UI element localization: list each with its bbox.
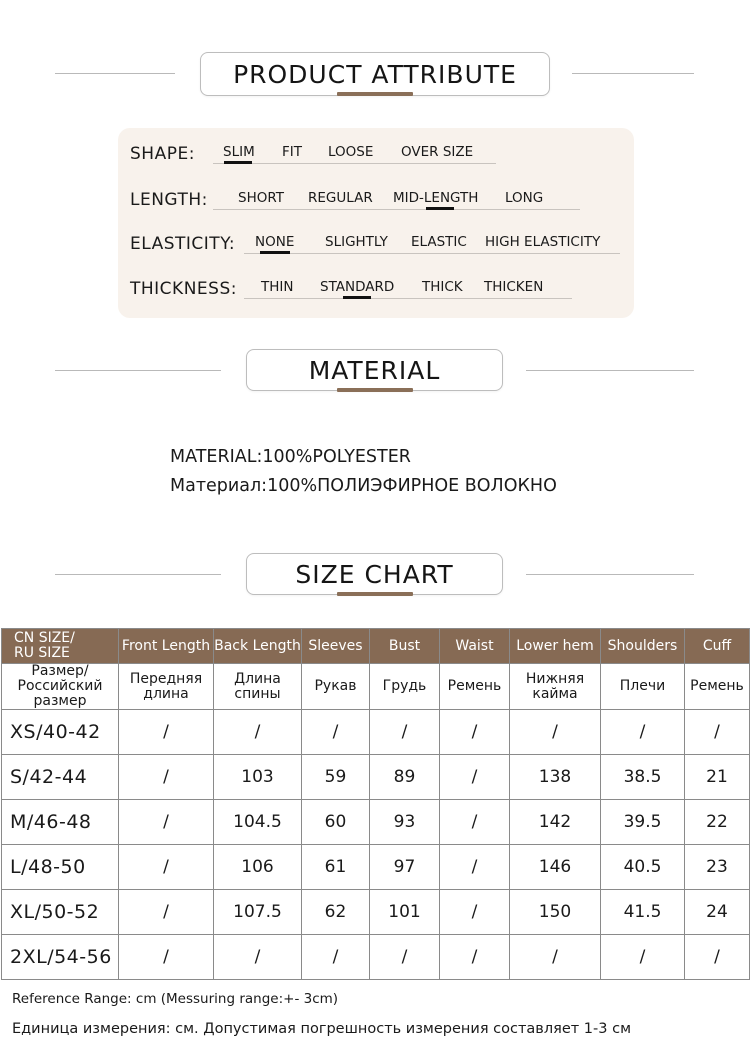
ru-header-cell: Длина спины: [214, 664, 302, 710]
value-cell: 62: [302, 890, 370, 935]
value-cell: 38.5: [601, 755, 685, 800]
attr-option-standard: STANDARD: [320, 279, 395, 295]
divider-left: [55, 370, 221, 371]
value-cell: 60: [302, 800, 370, 845]
table-row: [2, 710, 750, 755]
ru-header-cell: Ремень: [685, 664, 750, 710]
attr-option-none: NONE: [255, 234, 295, 250]
ru-header-cell: Рукав: [302, 664, 370, 710]
ru-header-cell: Ремень: [440, 664, 510, 710]
divider-left: [55, 73, 175, 74]
value-cell: /: [440, 755, 510, 800]
table-row: [2, 800, 750, 845]
value-cell: /: [440, 890, 510, 935]
divider-right: [572, 73, 694, 74]
value-cell: /: [370, 935, 440, 980]
value-cell: /: [440, 800, 510, 845]
material-en: [170, 447, 411, 467]
value-cell: 61: [302, 845, 370, 890]
value-cell: 146: [510, 845, 601, 890]
value-cell: 23: [685, 845, 750, 890]
size-cell: XS/40-42: [2, 710, 119, 755]
value-cell: /: [119, 890, 214, 935]
header-cell: Lower hem: [510, 629, 601, 664]
value-cell: /: [214, 935, 302, 980]
material-en-label: MATERIAL:: [170, 447, 263, 467]
value-cell: /: [119, 800, 214, 845]
value-cell: /: [440, 710, 510, 755]
value-cell: /: [302, 710, 370, 755]
value-cell: 104.5: [214, 800, 302, 845]
material-ru-label: Материал:: [170, 476, 268, 496]
product-attribute-title: [200, 52, 550, 96]
value-cell: 21: [685, 755, 750, 800]
value-cell: /: [119, 935, 214, 980]
title-underline: [337, 388, 413, 392]
attr-option-short: SHORT: [238, 190, 284, 206]
table-row: [2, 845, 750, 890]
table-row: [2, 935, 750, 980]
attr-label-elasticity: ELASTICITY:: [130, 234, 236, 254]
attr-option-high-elasticity: HIGH ELASTICITY: [485, 234, 601, 250]
attr-rule: [213, 209, 580, 210]
header-cell: CN SIZE/ RU SIZE: [2, 629, 119, 664]
value-cell: /: [370, 710, 440, 755]
value-cell: 97: [370, 845, 440, 890]
ru-header-cell: Плечи: [601, 664, 685, 710]
header-cell: Shoulders: [601, 629, 685, 664]
value-cell: 138: [510, 755, 601, 800]
value-cell: /: [119, 710, 214, 755]
value-cell: /: [601, 710, 685, 755]
attr-rule: [244, 253, 620, 254]
title-underline: [337, 92, 413, 96]
size-chart-title: [246, 553, 503, 595]
size-cell: L/48-50: [2, 845, 119, 890]
header-row: [2, 629, 750, 664]
value-cell: /: [685, 710, 750, 755]
attribute-card: [118, 128, 634, 318]
attr-option-mid-length: MID-LENGTH: [393, 190, 479, 206]
attr-label-thickness: THICKNESS:: [130, 279, 237, 299]
selected-marker: [343, 296, 371, 299]
size-cell: S/42-44: [2, 755, 119, 800]
size-cell: M/46-48: [2, 800, 119, 845]
value-cell: /: [440, 845, 510, 890]
table-row: [2, 890, 750, 935]
attr-rule: [213, 163, 496, 164]
material-title: [246, 349, 503, 391]
attr-label-shape: SHAPE:: [130, 144, 195, 164]
selected-marker: [260, 251, 290, 254]
attr-option-over-size: OVER SIZE: [401, 144, 474, 160]
value-cell: /: [119, 755, 214, 800]
material-title-text: MATERIAL: [308, 355, 441, 385]
attr-option-loose: LOOSE: [328, 144, 374, 160]
value-cell: /: [510, 935, 601, 980]
header-cell: Cuff: [685, 629, 750, 664]
value-cell: /: [440, 935, 510, 980]
attr-option-fit: FIT: [282, 144, 302, 160]
ru-header-cell: Передняя длина: [119, 664, 214, 710]
table-row: [2, 755, 750, 800]
value-cell: 103: [214, 755, 302, 800]
header-cell: Sleeves: [302, 629, 370, 664]
title-underline: [337, 592, 413, 596]
attr-option-thicken: THICKEN: [484, 279, 544, 295]
value-cell: 106: [214, 845, 302, 890]
ru-header-cell: Нижняя кайма: [510, 664, 601, 710]
value-cell: /: [510, 710, 601, 755]
value-cell: 39.5: [601, 800, 685, 845]
ru-header-row: [2, 664, 750, 710]
attr-label-length: LENGTH:: [130, 190, 208, 210]
selected-marker: [224, 161, 252, 164]
material-en-value: 100%POLYESTER: [262, 447, 411, 467]
value-cell: /: [601, 935, 685, 980]
attr-option-long: LONG: [505, 190, 544, 206]
divider-right: [526, 370, 694, 371]
size-chart-title-text: SIZE CHART: [295, 559, 454, 589]
value-cell: 41.5: [601, 890, 685, 935]
value-cell: /: [302, 935, 370, 980]
size-chart-table: [1, 628, 750, 980]
size-cell: 2XL/54-56: [2, 935, 119, 980]
value-cell: 24: [685, 890, 750, 935]
value-cell: /: [119, 845, 214, 890]
value-cell: 89: [370, 755, 440, 800]
value-cell: /: [685, 935, 750, 980]
value-cell: 59: [302, 755, 370, 800]
attr-option-thin: THIN: [261, 279, 294, 295]
value-cell: 22: [685, 800, 750, 845]
selected-marker: [426, 207, 454, 210]
attr-option-slightly: SLIGHTLY: [325, 234, 388, 250]
value-cell: 101: [370, 890, 440, 935]
value-cell: 150: [510, 890, 601, 935]
attr-option-thick: THICK: [422, 279, 463, 295]
header-cell: Waist: [440, 629, 510, 664]
divider-left: [55, 574, 221, 575]
attr-option-elastic: ELASTIC: [411, 234, 467, 250]
value-cell: 40.5: [601, 845, 685, 890]
value-cell: /: [214, 710, 302, 755]
material-ru: [170, 476, 557, 496]
header-cell: Front Length: [119, 629, 214, 664]
divider-right: [526, 574, 694, 575]
product-attribute-title-text: PRODUCT ATTRIBUTE: [233, 59, 517, 89]
size-cell: XL/50-52: [2, 890, 119, 935]
header-cell: Back Length: [214, 629, 302, 664]
value-cell: 142: [510, 800, 601, 845]
reference-note-en: Reference Range: cm (Messuring range:+- 3cm): [12, 991, 339, 1007]
ru-header-cell: Грудь: [370, 664, 440, 710]
attr-option-regular: REGULAR: [308, 190, 373, 206]
reference-note-ru: Единица измерения: см. Допустимая погрешность измерения составляет 1-3 см: [12, 1021, 632, 1037]
material-ru-value: 100%ПОЛИЭФИРНОЕ ВОЛОКНО: [267, 476, 557, 496]
attr-option-slim: SLIM: [223, 144, 255, 160]
attr-rule: [244, 298, 572, 299]
header-cell: Bust: [370, 629, 440, 664]
value-cell: 93: [370, 800, 440, 845]
value-cell: 107.5: [214, 890, 302, 935]
ru-header-cell: Размер/ Российский размер: [2, 664, 119, 710]
